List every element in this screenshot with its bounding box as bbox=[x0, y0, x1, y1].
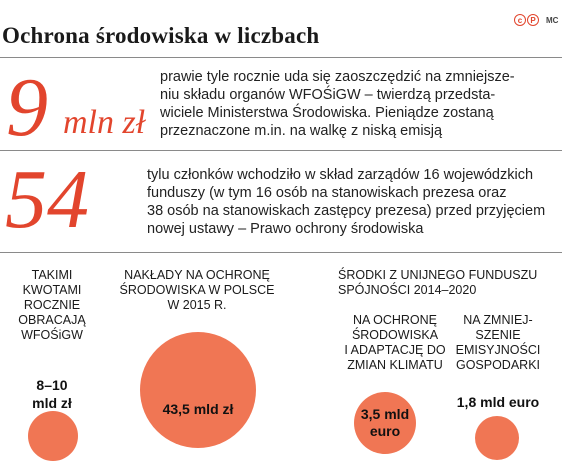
source-label: MC bbox=[546, 16, 559, 25]
bubble-label: NA OCHRONĘ ŚRODOWISKA I ADAPTACJĘ DO ZMIAN KLIMATU bbox=[344, 313, 446, 372]
divider bbox=[0, 252, 562, 253]
divider bbox=[0, 57, 562, 58]
fact-number: 9 bbox=[6, 61, 48, 154]
bubble-value: 3,5 mld euro bbox=[360, 406, 410, 439]
bubble-label: NA ZMNIEJ- SZENIE EMISYJNOŚCI GOSPODARKI bbox=[455, 313, 541, 372]
bubble-circle bbox=[475, 416, 519, 460]
fact-number: 54 bbox=[5, 153, 89, 246]
divider bbox=[0, 150, 562, 151]
bubble-value: 1,8 mld euro bbox=[456, 394, 540, 410]
bubble-circle bbox=[140, 332, 256, 448]
section-heading: ŚRODKI Z UNIJNEGO FUNDUSZU SPÓJNOŚCI 2014–2020 bbox=[338, 268, 538, 297]
bubble-circle bbox=[28, 411, 78, 461]
bubble-value: 43,5 mld zł bbox=[162, 401, 234, 417]
fact-unit: mln zł bbox=[63, 104, 146, 141]
publisher-logo bbox=[514, 14, 538, 28]
logo-c-icon: c bbox=[514, 14, 526, 26]
logo-p-icon: P bbox=[527, 14, 539, 26]
page-title: Ochrona środowiska w liczbach bbox=[2, 23, 320, 48]
fact-text: tylu członków wchodziło w skład zarządów 16 wojewódzkich funduszy (w tym 16 osób na stanowiskach prezesa oraz 38 osób na stanowiskach zastępcy prezesa) przed przyjęciem nowej ustawy – Prawo ochrony środowiska bbox=[147, 167, 546, 237]
bubble-label: TAKIMI KWOTAMI ROCZNIE OBRACAJĄ WFOŚiGW bbox=[18, 268, 86, 342]
bubble-value: 8–10 mld zł bbox=[32, 377, 72, 411]
bubble-label: NAKŁADY NA OCHRONĘ ŚRODOWISKA W POLSCE W 2015 R. bbox=[119, 268, 275, 312]
fact-text: prawie tyle rocznie uda się zaoszczędzić na zmniejsze- niu składu organów WFOŚiGW – twierdzą przedsta- wiciele Ministerstwa Środowiska. Pieniądze zostaną przeznaczone m.in. na walkę z niską emisją bbox=[160, 69, 515, 139]
